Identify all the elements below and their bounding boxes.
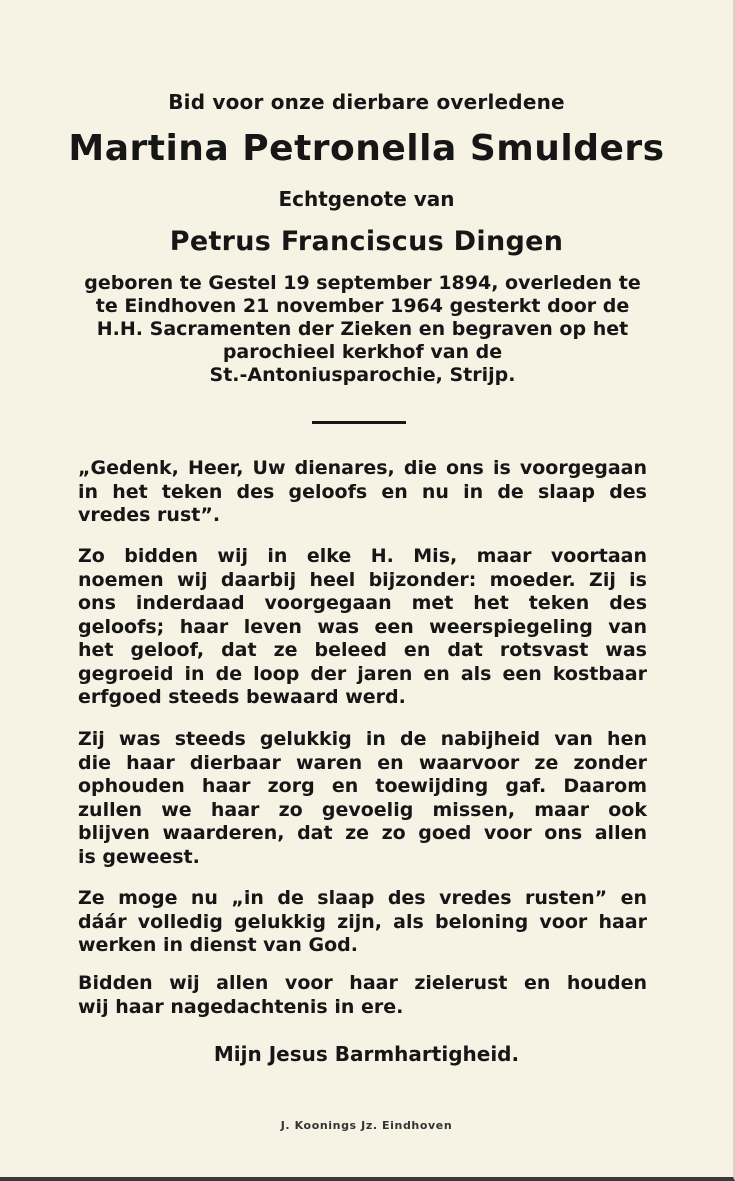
prayer-paragraph [78, 545, 647, 710]
closing-invocation: Mijn Jesus Barmhartigheid. [213, 1042, 520, 1066]
paragraph-line: Zo bidden wij in elke H. Mis, maar voortaan [78, 545, 647, 567]
bio-line: parochieel kerkhof van de [222, 341, 503, 363]
biography-block [78, 272, 647, 387]
paragraph-line: „Gedenk, Heer, Uw dienares, die ons is voorgegaan [78, 457, 647, 479]
spouse-intro: Echtgenote van [278, 187, 455, 211]
bio-line: geboren te Gestel 19 september 1894, overleden te [84, 272, 641, 294]
prayer-paragraph [78, 728, 647, 869]
paragraph-line: zullen we haar zo gevoelig missen, maar ook [78, 798, 647, 821]
deceased-name: Martina Petronella Smulders [68, 128, 665, 169]
spouse-name: Petrus Franciscus Dingen [169, 226, 564, 257]
paragraph-line: in het teken des geloofs en nu in de slaap des [78, 480, 647, 503]
paragraph-line: blijven waarderen, dat ze zo goed voor ons allen [78, 822, 647, 844]
paragraph-line: ons inderdaad voorgegaan met het teken des [78, 592, 647, 614]
divider-rule [312, 421, 406, 424]
prayer-paragraph [78, 972, 647, 1019]
paragraph-line: het geloof, dat ze beleed en dat rotsvast was [78, 639, 647, 661]
bio-line: te Eindhoven 21 november 1964 gesterkt door de [95, 295, 630, 317]
paragraph-line: gegroeid in de loop der jaren en als een kostbaar [78, 662, 647, 685]
printer-imprint: J. Koonings Jz. Eindhoven [280, 1119, 453, 1132]
paragraph-line: vredes rust”. [78, 504, 221, 526]
paragraph-line: Ze moge nu „in de slaap des vredes rusten” en [78, 887, 647, 909]
paragraph-line: geloofs; haar leven was een weerspiegeling van [78, 615, 647, 638]
bio-line: H.H. Sacramenten der Zieken en begraven op het [96, 318, 629, 340]
paragraph-line: dáár volledig gelukkig zijn, als beloning voor haar [78, 910, 647, 933]
paragraph-line: noemen wij daarbij heel bijzonder: moeder. Zij is [78, 568, 647, 591]
paragraph-line: erfgoed steeds bewaard werd. [78, 686, 406, 708]
paragraph-line: is geweest. [78, 845, 200, 868]
paragraph-line: die haar dierbaar waren en waarvoor ze zonder [78, 751, 647, 774]
intro-line: Bid voor onze dierbare overledene [168, 90, 565, 114]
paragraph-line: Zij was steeds gelukkig in de nabijheid van hen [78, 728, 647, 750]
paragraph-line: Bidden wij allen voor haar zielerust en houden [78, 972, 647, 994]
bio-line: St.-Antoniusparochie, Strijp. [209, 364, 516, 386]
prayer-paragraph [78, 887, 647, 958]
prayer-paragraph [78, 457, 647, 528]
paragraph-line: ophouden haar zorg en toewijding gaf. Daarom [78, 775, 647, 797]
paragraph-line: wij haar nagedachtenis in ere. [78, 995, 404, 1018]
paragraph-line: werken in dienst van God. [78, 934, 358, 956]
